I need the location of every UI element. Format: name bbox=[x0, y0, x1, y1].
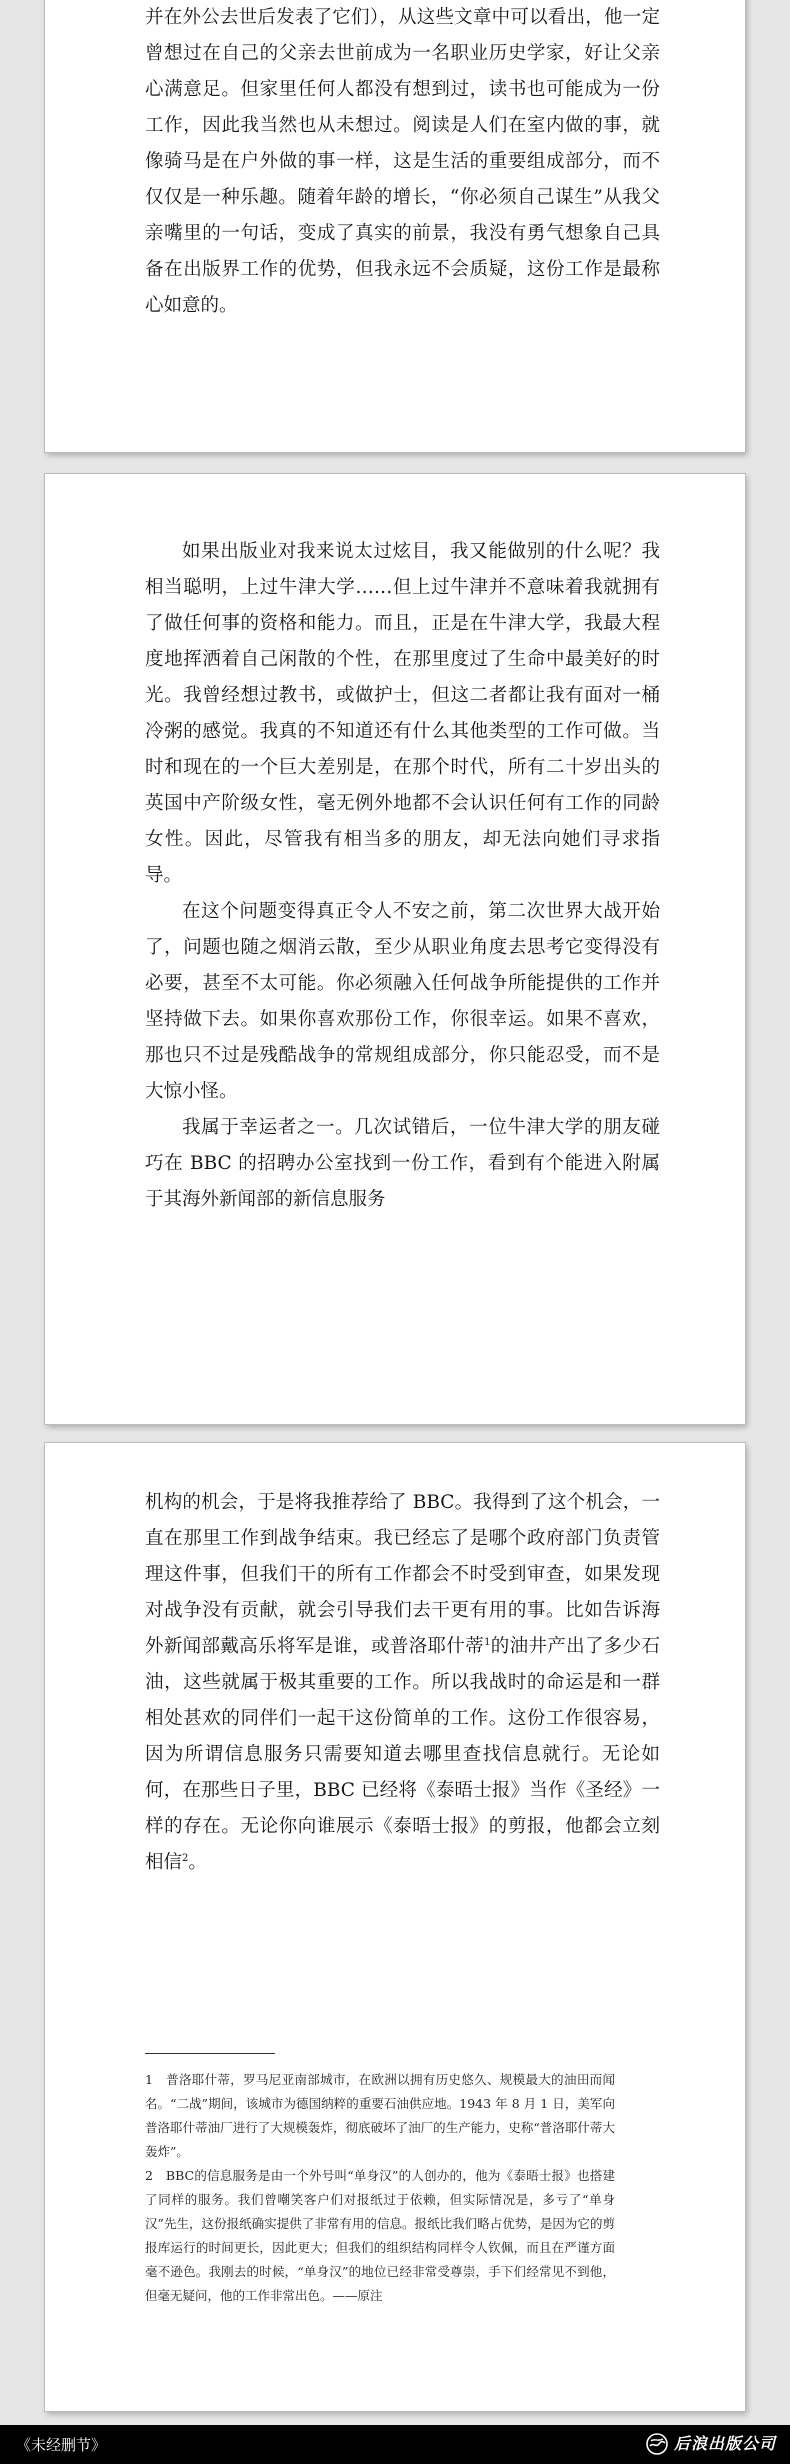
footnote: 1 普洛耶什蒂，罗马尼亚南部城市，在欧洲以拥有历史悠久、规模最大的油田而闻名。“二战”期间，该城市为德国纳粹的重要石油供应地。1943 年 8 月 1 日，美军向普洛耶什蒂油厂进行了大规模轰炸，彻底破坏了油厂的生产能力，史称“普洛耶什蒂大轰炸”。 bbox=[145, 2072, 615, 2159]
publisher-brand[interactable] bbox=[646, 2433, 776, 2455]
paragraph bbox=[145, 1485, 660, 1881]
publisher-logo-icon bbox=[646, 2433, 668, 2455]
footnote-marker[interactable]: 1 bbox=[484, 1636, 491, 1648]
page-1-body bbox=[145, 0, 660, 324]
paragraph: 在这个问题变得真正令人不安之前，第二次世界大战开始了，问题也随之烟消云散，至少从职业角度去思考它变得没有必要，甚至不太可能。你必须融入任何战争所能提供的工作并坚持做下去。如果你喜欢那份工作，你很幸运。如果不喜欢，那也只不过是残酷战争的常规组成部分，你只能忍受，而不是大惊小怪。 bbox=[145, 901, 660, 1102]
footnote-marker[interactable]: 2 bbox=[182, 1852, 189, 1864]
publisher-name: 后浪出版公司 bbox=[673, 2434, 776, 2453]
footnotes bbox=[145, 2068, 615, 2308]
footnote: 2 BBC的信息服务是由一个外号叫“单身汉”的人创办的，他为《泰晤士报》也搭建了同样的服务。我们曾嘲笑客户们对报纸过于依赖，但实际情况是，多亏了“单身汉”先生，这份报纸确实提供了非常有用的信息。报纸比我们略占优势，是因为它的剪报库运行的时间更长，因此更大；但我们的组织结构同样令人钦佩，而且在严谨方面毫不逊色。我刚去的时候，“单身汉”的地位已经非常受尊崇，手下们经常见不到他，但毫无疑问，他的工作非常出色。——原注 bbox=[145, 2168, 615, 2303]
page-2 bbox=[45, 474, 745, 1424]
paragraph: 如果出版业对我来说太过炫目，我又能做别的什么呢？我相当聪明，上过牛津大学……但上过牛津并不意味着我就拥有了做任何事的资格和能力。而且，正是在牛津大学，我最大程度地挥洒着自己闲散的个性，在那里度过了生命中最美好的时光。我曾经想过教书，或做护士，但这二者都让我有面对一桶冷粥的感觉。我真的不知道还有什么其他类型的工作可做。当时和现在的一个巨大差别是，在那个时代，所有二十岁出头的英国中产阶级女性，毫无例外地都不会认识任何有工作的同龄女性。因此，尽管我有相当多的朋友，却无法向她们寻求指导。 bbox=[145, 541, 660, 886]
page-3-body bbox=[145, 1485, 660, 1881]
paragraph-text: 。 bbox=[188, 1852, 207, 1873]
page-3 bbox=[45, 1443, 745, 2411]
page-2-body bbox=[145, 534, 660, 1218]
book-title: 《未经删节》 bbox=[16, 2436, 107, 2454]
paragraph-text: 的油井产出了多少石油，这些就属于极其重要的工作。所以我战时的命运是和一群相处甚欢的同伴们一起干这份简单的工作。这份工作很容易，因为所谓信息服务只需要知道去哪里查找信息就行。无论如何，在那些日子里，BBC 已经将《泰晤士报》当作《圣经》一样的存在。无论你向谁展示《泰晤士报》的剪报，他都会立刻相信 bbox=[145, 1636, 660, 1873]
footnote-divider bbox=[145, 2053, 275, 2054]
paragraph: 并在外公去世后发表了它们），从这些文章中可以看出，他一定曾想过在自己的父亲去世前成为一名职业历史学家，好让父亲心满意足。但家里任何人都没有想到过，读书也可能成为一份工作，因此我当然也从未想过。阅读是人们在室内做的事，就像骑马是在户外做的事一样，这是生活的重要组成部分，而不仅仅是一种乐趣。随着年龄的增长，“你必须自己谋生”从我父亲嘴里的一句话，变成了真实的前景，我没有勇气想象自己具备在出版界工作的优势，但我永远不会质疑，这份工作是最称心如意的。 bbox=[145, 7, 660, 316]
paragraph-text: 机构的机会，于是将我推荐给了 BBC。我得到了这个机会，一直在那里工作到战争结束。我已经忘了是哪个政府部门负责管理这件事，但我们干的所有工作都会不时受到审查，如果发现对战争没有贡献，就会引导我们去干更有用的事。比如告诉海外新闻部戴高乐将军是谁，或普洛耶什蒂 bbox=[145, 1492, 660, 1657]
bottom-bar bbox=[0, 2425, 790, 2464]
paragraph: 我属于幸运者之一。几次试错后，一位牛津大学的朋友碰巧在 BBC 的招聘办公室找到一份工作，看到有个能进入附属于其海外新闻部的新信息服务 bbox=[145, 1117, 660, 1210]
page-1 bbox=[45, 0, 745, 452]
